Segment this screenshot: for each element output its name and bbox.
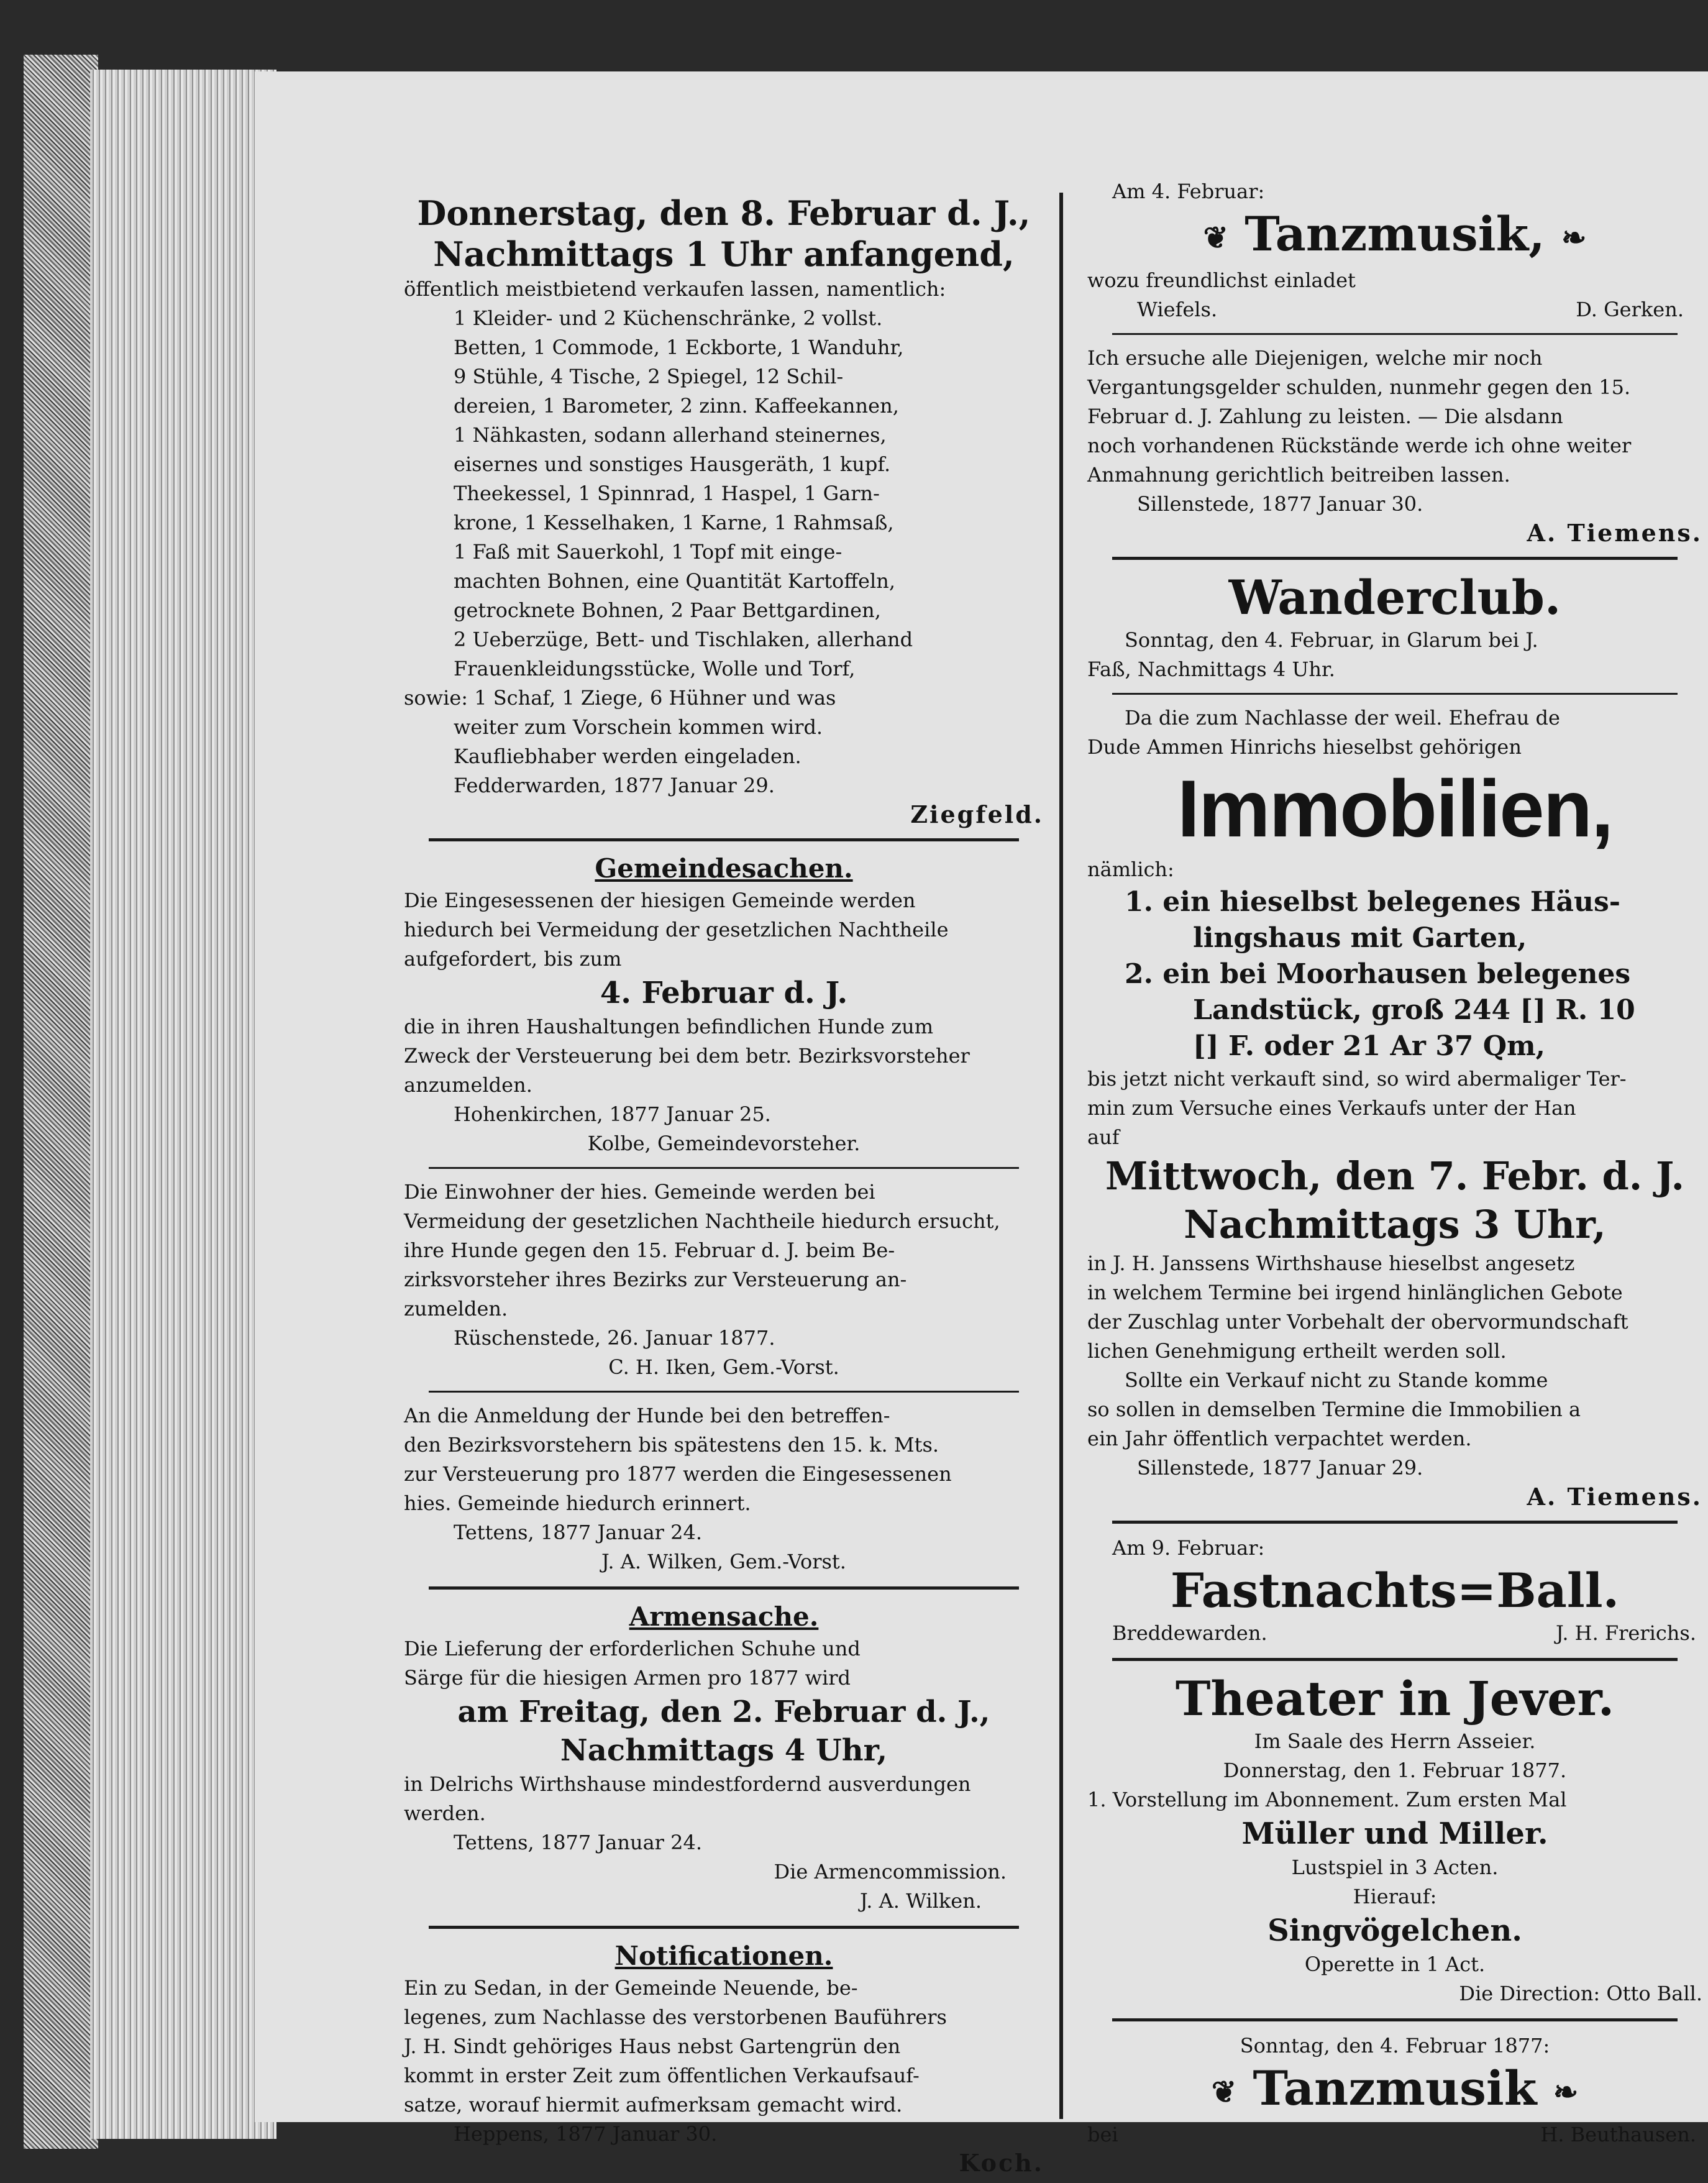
notif-line: legenes, zum Nachlasse des verstorbenen Bauführers — [404, 2005, 947, 2029]
left-column — [404, 193, 1044, 2177]
theater-line: Lustspiel in 3 Acten. — [1291, 1856, 1499, 1879]
immo-line: der Zuschlag unter Vorbehalt der obervormundschaft — [1087, 1310, 1628, 1334]
ruesch-line: Vermeidung der gesetzlichen Nachtheile hiedurch ersucht, — [404, 1209, 1000, 1233]
section-rule — [429, 1586, 1019, 1590]
request-line: Vergantungsgelder schulden, nunmehr gegen den 15. — [1087, 375, 1631, 399]
notif-line: Ein zu Sedan, in der Gemeinde Neuende, be- — [404, 1976, 858, 2000]
auction-item: krone, 1 Kesselhaken, 1 Karne, 1 Rahmsaß, — [454, 511, 894, 534]
request-signature: A. Tiemens. — [1527, 519, 1702, 547]
immo-line: Dude Ammen Hinrichs hieselbst gehörigen — [1087, 735, 1522, 759]
fast-signature: J. H. Frerichs. — [1555, 1621, 1696, 1645]
fast-place: Breddewarden. — [1112, 1621, 1267, 1645]
notif-place: Heppens, 1877 Januar 30. — [454, 2122, 718, 2146]
payment-request-notice — [1087, 344, 1702, 547]
page-stack-edge — [90, 70, 276, 2139]
gemeinde-date: 4. Februar d. J. — [600, 976, 848, 1010]
tanz2-date: Sonntag, den 4. Februar 1877: — [1240, 2034, 1550, 2057]
immo-signature: A. Tiemens. — [1527, 1483, 1702, 1511]
ruesch-line: zumelden. — [404, 1297, 508, 1320]
immo-line: min zum Versuche eines Verkaufs unter der Han — [1087, 1096, 1576, 1120]
tettens-line: hies. Gemeinde hiedurch erinnert. — [404, 1491, 751, 1515]
auction-item: 9 Stühle, 4 Tische, 2 Spiegel, 12 Schil- — [454, 365, 844, 388]
notif-signature: Koch. — [959, 2149, 1044, 2177]
section-rule — [1112, 1658, 1678, 1661]
immo-line: so sollen in demselben Termine die Immobilien a — [1087, 1398, 1581, 1421]
theater-line: Donnerstag, den 1. Februar 1877. — [1223, 1759, 1567, 1782]
tanz1-title: Tanzmusik, — [1244, 206, 1545, 262]
immo-line: in J. H. Janssens Wirthshause hieselbst angesetz — [1087, 1252, 1575, 1275]
wander-title: Wanderclub. — [1228, 570, 1561, 625]
theater-line: 1. Vorstellung im Abonnement. Zum ersten Mal — [1087, 1788, 1567, 1811]
immo-line: ein Jahr öffentlich verpachtet werden. — [1087, 1427, 1472, 1450]
ornament-left-icon: ❦ — [1203, 221, 1228, 255]
gemeinde-place: Hohenkirchen, 1877 Januar 25. — [454, 1102, 771, 1126]
ruesch-line: Die Einwohner der hies. Gemeinde werden bei — [404, 1180, 875, 1204]
ruesch-line: ihre Hunde gegen den 15. Februar d. J. beim Be- — [404, 1238, 895, 1262]
auction-item: 1 Kleider- und 2 Küchenschränke, 2 vollst. — [454, 306, 883, 330]
tanz1-signature: D. Gerken. — [1576, 298, 1684, 321]
right-column — [1087, 177, 1702, 2149]
section-rule — [1112, 557, 1678, 560]
immo-item: [] F. oder 21 Ar 37 Qm, — [1193, 1030, 1545, 1062]
gemeinde-line: Die Eingesessenen der hiesigen Gemeinde werden — [404, 889, 916, 912]
tanzmusik-notice — [1087, 177, 1702, 324]
notification-notice — [404, 1939, 1044, 2177]
tanz1-place: Wiefels. — [1137, 298, 1218, 321]
gemeinde-notice — [404, 851, 1044, 1158]
notif-line: satze, worauf hiermit aufmerksam gemacht wird. — [404, 2093, 903, 2117]
auction-place: Fedderwarden, 1877 Januar 29. — [454, 774, 775, 797]
immo-item: 1. ein hieselbst belegenes Häus- — [1125, 886, 1621, 918]
theater-play: Singvögelchen. — [1267, 1913, 1522, 1948]
armen-org: Die Armencommission. — [774, 1860, 1007, 1883]
notif-line: kommt in erster Zeit zum öffentlichen Verkaufsauf- — [404, 2064, 920, 2087]
auction-intro: öffentlich meistbietend verkaufen lassen, namentlich: — [404, 277, 946, 301]
tanz2-title: Tanzmusik — [1253, 2061, 1537, 2116]
tanz1-date: Am 4. Februar: — [1112, 180, 1265, 203]
request-line: Anmahnung gerichtlich beitreiben lassen. — [1087, 463, 1510, 487]
auction-item: dereien, 1 Barometer, 2 zinn. Kaffeekannen, — [454, 394, 899, 418]
auction-item: eisernes und sonstiges Hausgeräth, 1 kupf. — [454, 452, 891, 476]
gemeinde-heading: Gemeindesachen. — [595, 853, 853, 884]
auction-item: Theekessel, 1 Spinnrad, 1 Haspel, 1 Garn- — [454, 482, 880, 505]
tanz2-title-row — [1087, 2061, 1702, 2120]
request-place: Sillenstede, 1877 Januar 30. — [1137, 492, 1423, 516]
armen-line: in Delrichs Wirthshause mindestfordernd ausverdungen — [404, 1772, 971, 1796]
immobilien-notice — [1087, 703, 1702, 1511]
immo-date: Mittwoch, den 7. Febr. d. J. — [1105, 1153, 1685, 1199]
auction-invite: Kaufliebhaber werden eingeladen. — [454, 744, 801, 768]
immo-line: in welchem Termine bei irgend hinlänglichen Gebote — [1087, 1281, 1623, 1304]
notif-line: J. H. Sindt gehöriges Haus nebst Gartengrün den — [404, 2034, 901, 2058]
armen-signature: J. A. Wilken. — [859, 1889, 982, 1913]
tettens-place: Tettens, 1877 Januar 24. — [454, 1521, 702, 1544]
auction-sowie: sowie: 1 Schaf, 1 Ziege, 6 Hühner und was — [404, 686, 836, 710]
tettens-notice — [404, 1401, 1044, 1577]
section-rule — [429, 1926, 1019, 1929]
tanz2-footer — [1087, 2120, 1702, 2149]
tettens-line: An die Anmeldung der Hunde bei den betreffen- — [404, 1404, 890, 1427]
auction-item: machten Bohnen, eine Quantität Kartoffeln, — [454, 569, 895, 593]
fast-date: Am 9. Februar: — [1112, 1536, 1265, 1560]
section-rule — [1112, 1521, 1678, 1524]
armen-line: Särge für die hiesigen Armen pro 1877 wird — [404, 1666, 851, 1690]
request-line: Ich ersuche alle Diejenigen, welche mir noch — [1087, 346, 1543, 370]
tettens-line: den Bezirksvorstehern bis spätestens den 15. k. Mts. — [404, 1433, 939, 1457]
gemeinde-line: anzumelden. — [404, 1073, 532, 1097]
auction-item: Betten, 1 Commode, 1 Eckborte, 1 Wanduhr, — [454, 336, 904, 359]
gemeinde-line: Zweck der Versteuerung bei dem betr. Bezirksvorsteher — [404, 1044, 970, 1068]
ruesch-signature: C. H. Iken, Gem.-Vorst. — [608, 1355, 839, 1379]
auction-item: 2 Ueberzüge, Bett- und Tischlaken, allerhand — [454, 628, 913, 651]
theater-signature: Die Direction: Otto Ball. — [1459, 1982, 1702, 2005]
armen-place: Tettens, 1877 Januar 24. — [454, 1831, 702, 1854]
immo-title: Immobilien, — [1177, 763, 1613, 854]
immo-item: 2. ein bei Moorhausen belegenes — [1125, 958, 1631, 990]
gemeinde-line: die in ihren Haushaltungen befindlichen Hunde zum — [404, 1015, 934, 1038]
section-rule — [429, 838, 1019, 841]
armen-time: Nachmittags 4 Uhr, — [560, 1733, 888, 1768]
section-rule — [1112, 333, 1678, 335]
auction-item: 1 Nähkasten, sodann allerhand steinernes, — [454, 423, 887, 447]
request-line: Februar d. J. Zahlung zu leisten. — Die alsdann — [1087, 405, 1563, 428]
section-rule — [1112, 2018, 1678, 2021]
tanz1-title-row — [1087, 206, 1702, 266]
auction-items — [404, 304, 1044, 684]
theater-line: Operette in 1 Act. — [1304, 1952, 1486, 1976]
auction-item: getrocknete Bohnen, 2 Paar Bettgardinen, — [454, 598, 881, 622]
auction-item: 1 Faß mit Sauerkohl, 1 Topf mit einge- — [454, 540, 843, 564]
ruesch-line: zirksvorsteher ihres Bezirks zur Versteuerung an- — [404, 1268, 907, 1291]
rueschenstede-notice — [404, 1178, 1044, 1382]
wander-line: Sonntag, den 4. Februar, in Glarum bei J. — [1125, 628, 1538, 652]
immo-line: lichen Genehmigung ertheilt werden soll. — [1087, 1339, 1507, 1363]
tanz1-invite: wozu freundlichst einladet — [1087, 268, 1356, 292]
armen-line: Die Lieferung der erforderlichen Schuhe und — [404, 1637, 861, 1660]
immo-line: Da die zum Nachlasse der weil. Ehefrau de — [1125, 706, 1560, 730]
immo-naemlich: nämlich: — [1087, 858, 1174, 881]
immo-line: auf — [1087, 1125, 1120, 1149]
section-rule — [1112, 693, 1678, 695]
theater-notice — [1087, 1671, 1702, 2008]
auction-date: Donnerstag, den 8. Februar d. J., — [417, 193, 1031, 233]
ruesch-place: Rüschenstede, 26. Januar 1877. — [454, 1326, 775, 1350]
ornament-left-icon: ❦ — [1211, 2075, 1237, 2110]
section-rule — [429, 1391, 1019, 1393]
immo-item: lingshaus mit Garten, — [1193, 922, 1527, 954]
section-rule — [429, 1167, 1019, 1169]
immo-item: Landstück, groß 244 [] R. 10 — [1193, 994, 1635, 1026]
ornament-right-icon: ❧ — [1561, 221, 1587, 255]
armen-heading: Armensache. — [629, 1601, 819, 1632]
immo-time: Nachmittags 3 Uhr, — [1184, 1202, 1606, 1247]
armen-notice — [404, 1599, 1044, 1916]
auction-signature: Ziegfeld. — [910, 800, 1044, 828]
armen-line: werden. — [404, 1801, 486, 1825]
theater-line: Hierauf: — [1353, 1885, 1437, 1908]
tettens-signature: J. A. Wilken, Gem.-Vorst. — [601, 1550, 846, 1573]
theater-play: Müller und Miller. — [1241, 1816, 1548, 1851]
theater-line: Im Saale des Herrn Asseier. — [1254, 1729, 1536, 1753]
auction-item: Frauenkleidungsstücke, Wolle und Torf, — [454, 657, 856, 680]
gemeinde-line: hiedurch bei Vermeidung der gesetzlichen Nachtheile — [404, 918, 949, 941]
fast-title: Fastnachts=Ball. — [1170, 1563, 1620, 1618]
immo-place: Sillenstede, 1877 Januar 29. — [1137, 1456, 1423, 1480]
immo-line: Sollte ein Verkauf nicht zu Stande komme — [1125, 1368, 1548, 1392]
tanz2-bei: bei — [1087, 2123, 1118, 2146]
armen-date: am Freitag, den 2. Februar d. J., — [457, 1695, 990, 1729]
wander-line: Faß, Nachmittags 4 Uhr. — [1087, 657, 1335, 681]
theater-title: Theater in Jever. — [1175, 1671, 1615, 1726]
notif-heading: Notificationen. — [614, 1941, 833, 1971]
gemeinde-line: aufgefordert, bis zum — [404, 947, 622, 971]
tanzmusik-notice-2 — [1087, 2031, 1702, 2149]
auction-sowie-cont: weiter zum Vorschein kommen wird. — [454, 715, 823, 739]
book-cover-edge — [24, 55, 98, 2149]
tettens-line: zur Versteuerung pro 1877 werden die Eingesessenen — [404, 1462, 952, 1486]
auction-time: Nachmittags 1 Uhr anfangend, — [433, 234, 1015, 274]
immo-line: bis jetzt nicht verkauft sind, so wird abermaliger Ter- — [1087, 1067, 1627, 1091]
ornament-right-icon: ❧ — [1553, 2075, 1579, 2110]
tanz1-footer — [1087, 295, 1702, 324]
request-line: noch vorhandenen Rückstände werde ich ohne weiter — [1087, 434, 1632, 457]
fast-footer — [1087, 1619, 1702, 1648]
newspaper-page — [255, 71, 1708, 2177]
auction-notice — [404, 193, 1044, 828]
gemeinde-signature: Kolbe, Gemeindevorsteher. — [587, 1132, 861, 1155]
wanderclub-notice — [1087, 570, 1702, 684]
column-divider — [1059, 193, 1063, 2119]
tanz2-signature: H. Beuthausen. — [1540, 2123, 1696, 2146]
fastnacht-notice — [1087, 1534, 1702, 1648]
